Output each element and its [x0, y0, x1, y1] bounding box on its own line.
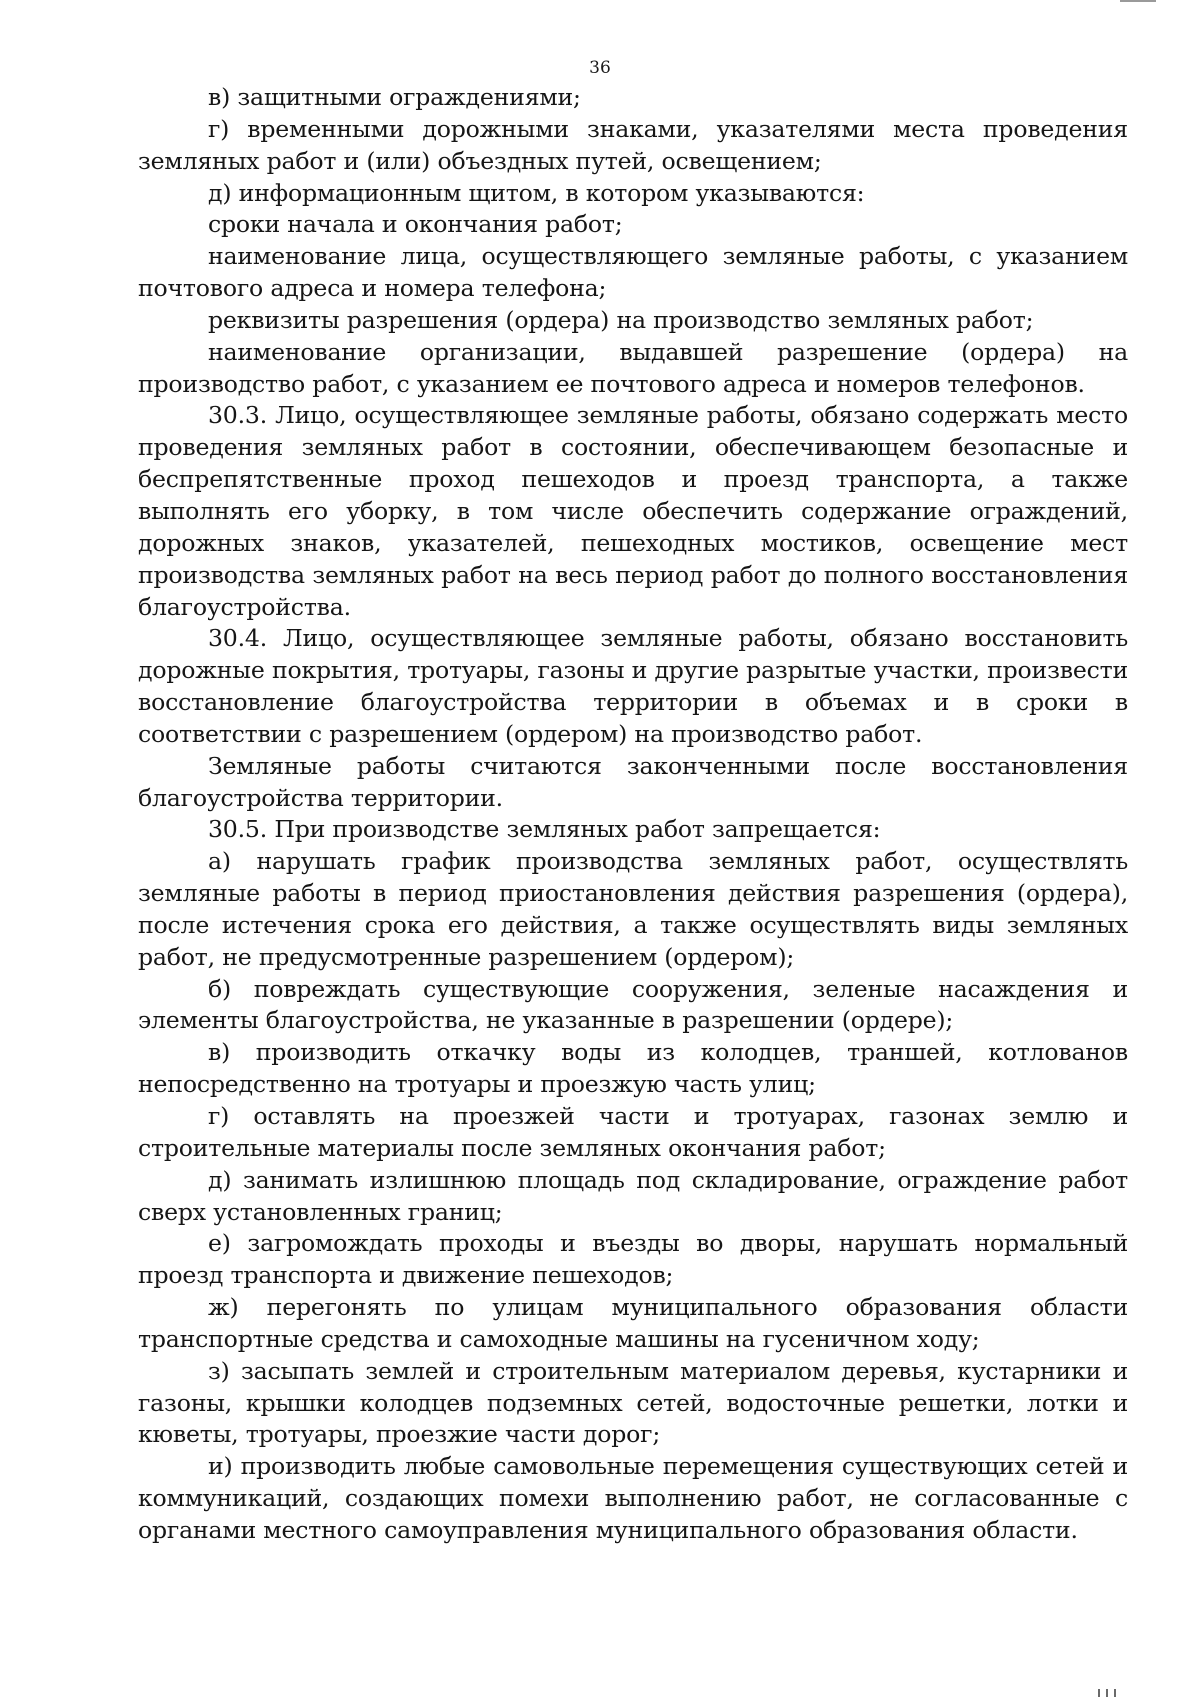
prohibition-g: г) оставлять на проезжей части и тротуарах, газонах землю и строительные материалы после земляных окончания работ; — [138, 1102, 1128, 1162]
prohibition-e: е) загромождать проходы и въезды во дворы, нарушать нормальный проезд транспорта и движение пешеходов; — [138, 1229, 1128, 1290]
scan-artifact-top-right — [1120, 0, 1156, 2]
clause-30-4-completion: Земляные работы считаются законченными после восстановления благоустройства территории. — [138, 751, 1128, 812]
scan-artifact-bottom-right-2 — [1106, 1689, 1108, 1697]
list-item-g-road-signs: г) временными дорожными знаками, указателями места проведения земляных работ и (или) объездных путей, освещением; — [138, 114, 1128, 175]
prohibition-zh: ж) перегонять по улицам муниципального образования области транспортные средства и самоходные машины на гусеничном ходу; — [138, 1293, 1128, 1353]
prohibition-a: а) нарушать график производства земляных работ, осуществлять земляные работы в период приостановления действия разрешения (ордера), после истечения срока его действия, а также осуществлять виды земляных работ, не предусмотренные разрешением (ордером); — [138, 847, 1128, 971]
clause-30-3: 30.3. Лицо, осуществляющее земляные работы, обязано содержать место проведения земляных работ в состоянии, обеспечивающем безопасные и беспрепятственные проход пешеходов и проезд транспорта, а также выполнять его уборку, в том числе обеспечить содержание ограждений, дорожных знаков, указателей, пешеходных мостиков, освещение мест производства земляных работ на весь период работ до полного восстановления благоустройства. — [138, 401, 1128, 621]
scan-artifact-bottom-right-3 — [1114, 1689, 1116, 1697]
info-board-line-contractor: наименование лица, осуществляющего земляные работы, с указанием почтового адреса и номера телефона; — [138, 242, 1128, 303]
prohibition-i: и) производить любые самовольные перемещения существующих сетей и коммуникаций, создающих помехи выполнению работ, не согласованные с органами местного самоуправления муниципального образования области. — [138, 1452, 1128, 1544]
info-board-line-issuer: наименование организации, выдавшей разрешение (ордера) на производство работ, с указанием ее почтового адреса и номеров телефонов. — [138, 337, 1128, 398]
prohibition-d: д) занимать излишнюю площадь под складирование, ограждение работ сверх установленных границ; — [138, 1165, 1128, 1226]
prohibition-b: б) повреждать существующие сооружения, зеленые насаждения и элементы благоустройства, не указанные в разрешении (ордере); — [138, 974, 1128, 1035]
clause-30-4: 30.4. Лицо, осуществляющее земляные работы, обязано восстановить дорожные покрытия, тротуары, газоны и другие разрытые участки, произвести восстановление благоустройства территории в объемах и в сроки в соответствии с разрешением (ордером) на производство работ. — [138, 624, 1128, 748]
clause-30-5: 30.5. При производстве земляных работ запрещается: — [208, 815, 881, 844]
info-board-line-dates: сроки начала и окончания работ; — [208, 210, 623, 239]
page-number: 36 — [589, 58, 611, 78]
list-item-d-info-board: д) информационным щитом, в котором указываются: — [208, 178, 865, 207]
document-body — [138, 82, 1128, 1547]
prohibition-v: в) производить откачку воды из колодцев, траншей, котлованов непосредственно на тротуары и проезжую часть улиц; — [138, 1038, 1128, 1099]
list-item-v-protective-fences: в) защитными ограждениями; — [208, 83, 581, 111]
prohibition-z: з) засыпать землей и строительным материалом деревья, кустарники и газоны, крышки колодцев подземных сетей, водосточные решетки, лотки и кюветы, тротуары, проезжие части дорог; — [138, 1356, 1128, 1449]
info-board-line-permit: реквизиты разрешения (ордера) на производство земляных работ; — [208, 305, 1034, 334]
scan-artifact-bottom-right-1 — [1098, 1689, 1100, 1697]
